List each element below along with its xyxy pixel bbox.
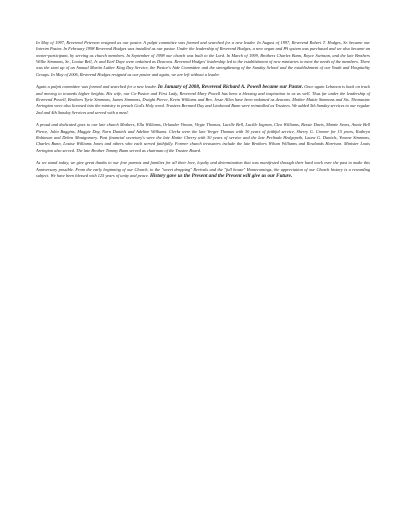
paragraph-emphasis: In January of 2008, Reverend Richard A. Powell became our Pastor. — [157, 84, 304, 91]
paragraph-closing — [36, 160, 370, 179]
document-body — [36, 40, 370, 186]
paragraph-text: Once again Lebanon is back on track and moving to towards higher heights. His wife, our Co-Pastor and First Lady, Reverend Mary Powell has been a blessing and inspiration to us as well. Thus far under the leadership of Reverend Powell, Brothers Tyrie Simmons, James Simmons, Dwight Pierce, Kevin Williams and Bro. Jesse Allen have been ordained as deacons. Mother Mattie Simmons and Sis. Thomasine Arrington were also licensed into the ministry to preach God's Holy word. Trustees Bernard Day and Lindwood Bunn were reinstalled as Trustees. We added 5th Sunday services to our regular 2nd and 4th Sunday Services and served with a meal. — [36, 84, 371, 115]
paragraph-powell-era — [36, 84, 370, 116]
paragraph-emphasis: History gave us the Present and the Present will give us our Future. — [149, 173, 293, 180]
paragraph-text: In May of 1997, Reverend Peterson resigned as our pastor. A pulpit committee was formed and searched for a new leader. In August of 1997, Reverend Robert T. Hodges, Sr. became our Interim Pastor. In February 1998 Reverend Hodges was installed as our pastor. Under the leadership of Reverend Hodges, a new organ and PA system was purchased and we also became an owner-participant, by serving as church members. In September of 1998 our church was built to the Lord. In March of 1999, Brothers Charles Bunn, Royce Swinson, and the late Brothers Willie Simmons, Sr., Louise Bell, Jr. and Earl Daye were ordained as Deacons. Reverend Hodges' leadership led to the establishment of new ministries to meet the needs of the members. There was the start up of an Annual Martin Luther King Day Service, the Pastor's Aide Committee and the strengthening of the Sunday School and the establishment of our Youth and Hospitality Groups. In May of 2006, Reverend Hodges resigned as our pastor and again, we are left without a leader. — [36, 40, 370, 77]
paragraph-text: As we stand today, we give great thanks to our fore parents and families for all their love, loyalty and determination that was manifested through their hard work over the past to make this Anniversary possible. From the early beginning of our Church, to the "sweet dropping" Revivals and the "full house" Homecomings, the appreciation of our Church history is a rewarding subject. We have been blessed with 125 years of unity and peace. — [36, 160, 370, 179]
paragraph-dedication — [36, 122, 370, 154]
paragraph-hodges-era — [36, 40, 370, 78]
paragraph-text: Again a pulpit committee was formed and searched for a new leader. — [36, 84, 158, 90]
paragraph-text: A proud and dedicated goes to our late church Mothers, Ella Williams, Orlander Vinson, Virgie Thomas, Lucille Bell, Lucille Ingram, Cleo Williams, Bessie Davis, Mamie Sears, Annie Bell Pierce, Julia Baggins, Maggie Day, Nora Daniels and Adeline Williams. Clerks were the late Verger Thomas with 30 years of faithful service, Sherry G. Cromer for 15 years, Kathryn Robinson and Debra Montgomery. Past financial secretary's were the late Hattie Cherry with 30 years of service and the late Perlinda Hedgepeth, Laura G. Daniels, Yvonne Simmons, Charles Bunn, Louise Williams Jones and others who each served faithfully. Former church treasurers include the late Brothers Wilson Williams and Rowlands Harrison. Minister Louis Arrington also served. The late Brother Tommy Bunn served as chairman of the Trustee Board. — [36, 122, 370, 153]
